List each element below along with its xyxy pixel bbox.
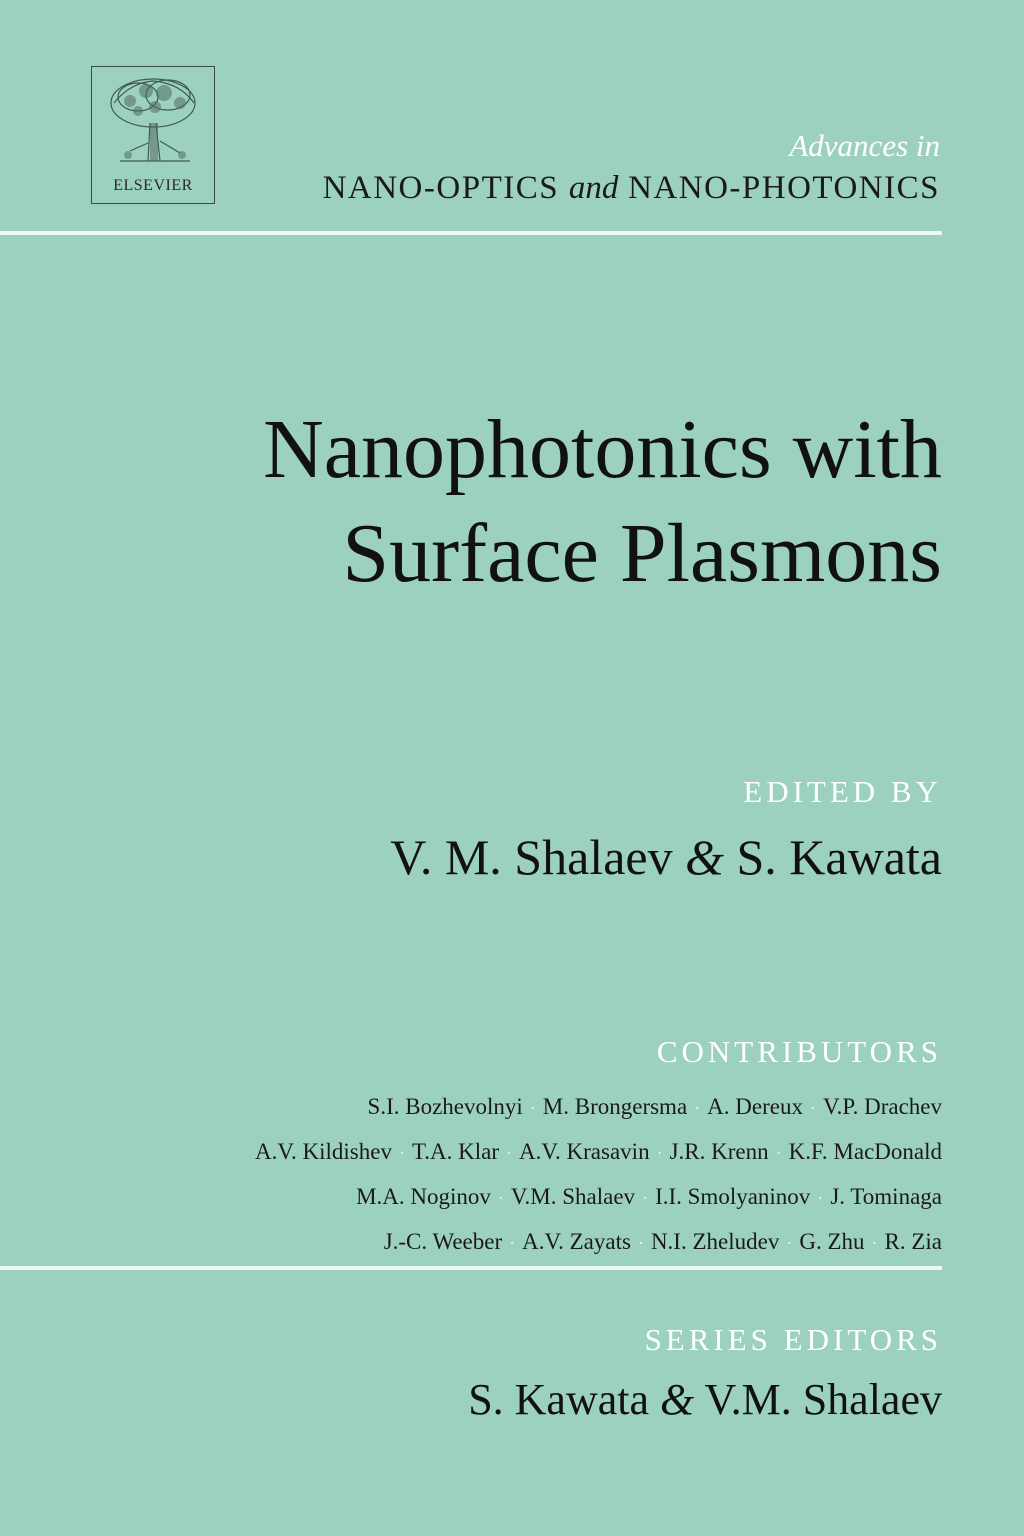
publisher-logo	[91, 66, 215, 204]
contributor-separator: ·	[775, 1143, 782, 1163]
contributor-name: J. Tominaga	[830, 1184, 942, 1209]
contributor-separator: ·	[509, 1233, 516, 1253]
contributor-name: J.R. Krenn	[669, 1139, 769, 1164]
book-title-line-2: Surface Plasmons	[342, 507, 942, 600]
contributor-name: R. Zia	[884, 1229, 942, 1254]
contributor-name: V.M. Shalaev	[510, 1184, 636, 1209]
contributor-line	[255, 1085, 942, 1130]
publisher-logo-text: ELSEVIER	[113, 177, 193, 194]
contributor-name: S.I. Bozhevolnyi	[367, 1094, 523, 1119]
contributor-name: K.F. MacDonald	[788, 1139, 942, 1164]
edited-by-label: EDITED BY	[743, 774, 942, 809]
contributor-name: V.P. Drachev	[822, 1094, 942, 1119]
contributor-name: M. Brongersma	[542, 1094, 688, 1119]
contributor-separator: ·	[642, 1188, 649, 1208]
bottom-divider	[0, 1266, 942, 1270]
contributor-separator: ·	[656, 1143, 663, 1163]
contributor-separator: ·	[809, 1098, 816, 1118]
contributors-label: CONTRIBUTORS	[656, 1034, 942, 1069]
contributor-separator: ·	[871, 1233, 878, 1253]
contributor-separator: ·	[398, 1143, 405, 1163]
top-divider	[0, 231, 942, 235]
contributor-name: A.V. Krasavin	[519, 1139, 650, 1164]
contributor-name: I.I. Smolyaninov	[655, 1184, 811, 1209]
contributor-separator: ·	[506, 1143, 513, 1163]
series-editors-ampersand: &	[660, 1375, 695, 1424]
contributor-separator: ·	[786, 1233, 793, 1253]
series-title-and: and	[568, 170, 619, 206]
series-editor-1: S. Kawata	[468, 1375, 650, 1424]
contributor-name: A.V. Zayats	[522, 1229, 631, 1254]
contributor-name: J.-C. Weeber	[383, 1229, 503, 1254]
contributor-separator: ·	[694, 1098, 701, 1118]
contributor-name: A. Dereux	[707, 1094, 803, 1119]
contributor-name: G. Zhu	[799, 1229, 865, 1254]
editor-1: V. M. Shalaev	[390, 829, 673, 885]
contributor-name: T.A. Klar	[411, 1139, 500, 1164]
contributor-line	[255, 1175, 942, 1220]
contributor-name: M.A. Noginov	[356, 1184, 491, 1209]
contributor-separator: ·	[529, 1098, 536, 1118]
series-editors-label: SERIES EDITORS	[644, 1322, 942, 1357]
contributor-name: A.V. Kildishev	[255, 1139, 392, 1164]
series-editor-2: V.M. Shalaev	[704, 1375, 942, 1424]
series-title-left: NANO-OPTICS	[322, 170, 560, 206]
contributor-line	[255, 1130, 942, 1175]
contributor-separator: ·	[637, 1233, 644, 1253]
contributor-separator: ·	[817, 1188, 824, 1208]
book-title	[42, 398, 942, 606]
series-kicker: Advances in	[789, 128, 940, 163]
series-editors	[468, 1374, 942, 1425]
editor-2: S. Kawata	[736, 829, 942, 885]
series-title	[323, 170, 940, 207]
contributor-separator: ·	[497, 1188, 504, 1208]
editors-ampersand: &	[685, 829, 724, 885]
contributors-list	[255, 1085, 942, 1265]
book-title-line-1: Nanophotonics with	[263, 403, 942, 496]
series-title-right: NANO-PHOTONICS	[628, 170, 940, 206]
editors	[390, 828, 942, 886]
contributor-line	[255, 1220, 942, 1265]
tree-icon	[100, 73, 206, 169]
contributor-name: N.I. Zheludev	[650, 1229, 780, 1254]
